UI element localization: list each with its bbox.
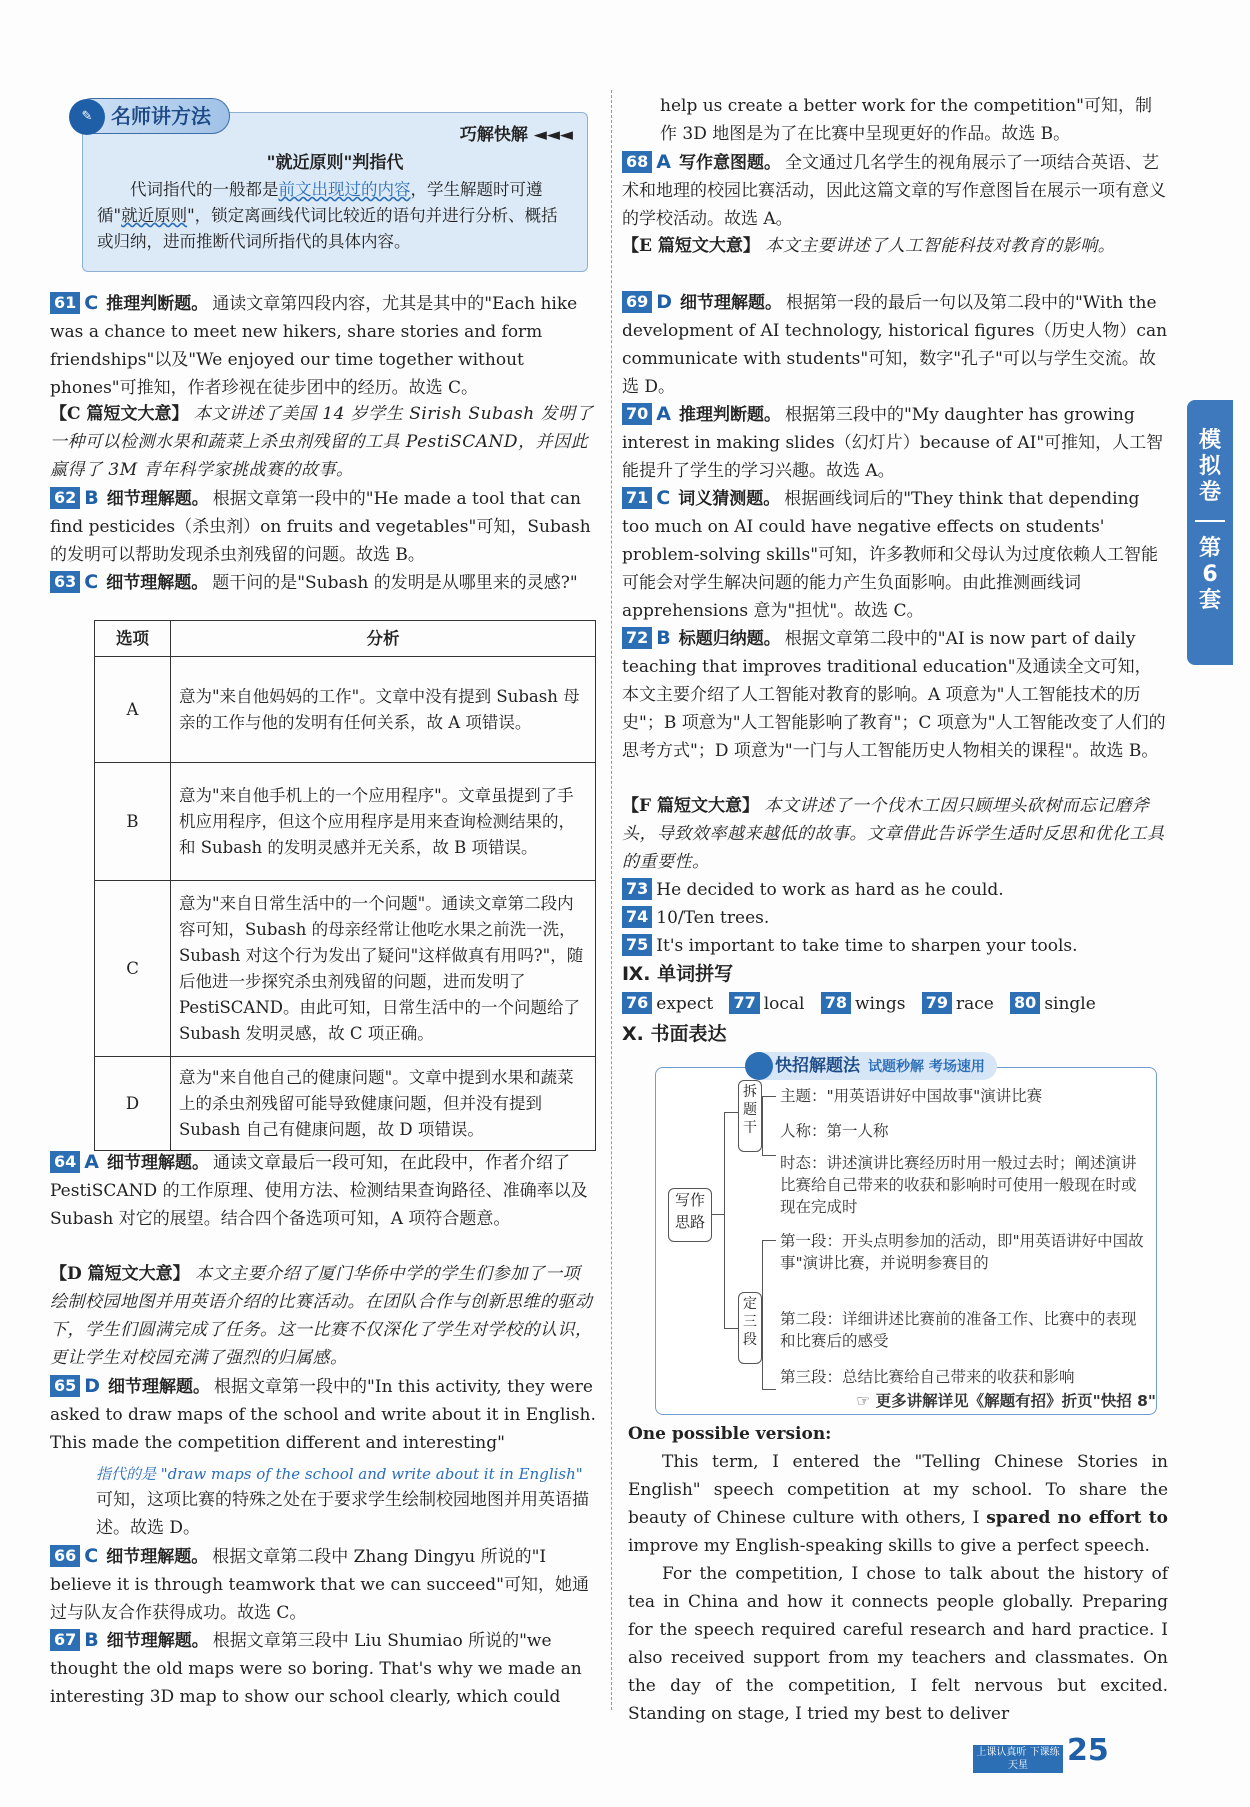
answer-66: 66 C 细节理解题。 根据文章第二段中 Zhang Dingyu 所说的"I believe it is through teamwork that we can succeed"可知，她通过与队友合作获得成功。故选 C。 [50, 1545, 589, 1623]
summary-d: 【D 篇短文大意】 本文主要介绍了厦门华侨中学的学生们参加了一项绘制校园地图并用英语介绍的比赛活动。在团队合作与创新思维的驱动下，学生们圆满完成了任务。这一比赛不仅深化了学生对学校的认识，更让学生对校园充满了强烈的归属感。 [50, 1264, 593, 1368]
summary-f: 【F 篇短文大意】 本文讲述了一个伐木工因只顾埋头砍树而忘记磨斧头，导致效率越来越低的故事。文章借此告诉学生适时反思和优化工具的重要性。 [622, 796, 1165, 872]
connector [762, 1096, 776, 1156]
options-analysis-table [94, 620, 596, 1151]
mindmap-tense: 时态：讲述演讲比赛经历时用一般过去时；阐述演讲比赛给自己带来的收获和影响时可使用一般现在时或现在完成时 [780, 1154, 1137, 1216]
side-tab-separator [1195, 520, 1225, 522]
method-tip-tab: ✎ 名师讲方法 [74, 98, 230, 134]
section-10-title: Ⅹ. 书面表达 [622, 1023, 727, 1045]
answer-68: 68 A 写作意图题。 全文通过几名学生的视角展示了一项结合英语、艺术和地理的校园比赛活动，因此这篇文章的写作意图旨在展示一项有意义的学校活动。故选 A。 [622, 151, 1166, 229]
section-9-title: Ⅸ. 单词拼写 [622, 963, 734, 985]
teacher-icon: ✎ [69, 99, 105, 135]
fast-method-tab: 快招解题法 试题秒解 考场速用 [745, 1052, 997, 1080]
answer-69: 69 D 细节理解题。 根据第一段的最后一句以及第二段中的"With the development of AI technology, historical figures（历史人物）can communicate with students"可知，数字"孔子"可以与学生交流。故选 D。 [622, 291, 1168, 397]
answer-70: 70 A 推理判断题。 根据第三段中的"My daughter has growing interest in making slides（幻灯片）because of AI"可推知，人工智能提升了学生的学习兴趣。故选 A。 [622, 403, 1164, 481]
table-header-row [95, 621, 596, 657]
answer-61: 61 C 推理判断题。 通读文章第四段内容，尤其是其中的"Each hike was a chance to meet new hikers, share stories and form friendships"以及"We enjoyed our time together without phones"可推知，作者珍视在徒步团中的经历。故选 C。 [50, 292, 578, 398]
method-tip-box [82, 112, 588, 272]
mindmap-para-1: 第一段：开头点明参加的活动，即"用英语讲好中国故事"演讲比赛，并说明参赛目的 [780, 1232, 1144, 1272]
word-spelling-answers [622, 990, 1168, 1018]
more-explanation-note: ☞ 更多讲解详见《解题有招》折页"快招 8" [856, 1392, 1156, 1410]
table-cell-analysis: 意为"来自日常生活中的一个问题"。通读文章第二段内容可知，Subash 的母亲经常让他吃水果之前洗一洗，Subash 对这个行为发出了疑问"这样做真有用吗?"，随后他进一步探究杀虫剂残留的问题，进而发明了 PestiSCAND。由此可知，日常生活中的一个问题给了 Subash 发明灵感，故 C 项正确。 [171, 881, 596, 1057]
table-cell-analysis: 意为"来自他手机上的一个应用程序"。文章虽提到了手机应用程序，但这个应用程序是用来查询检测结果的，和 Subash 的发明灵感并无关系，故 B 项错误。 [171, 763, 596, 881]
table-cell-option: D [95, 1057, 171, 1151]
mindmap-para-3: 第三段：总结比赛给自己带来的收获和影响 [780, 1368, 1075, 1386]
essay-heading: One possible version: [628, 1424, 832, 1444]
answer-65: 65 D 细节理解题。 根据文章第一段中的"In this activity, they were asked to draw maps of the school and write about it in English. This made the competition different and interesting" [50, 1375, 596, 1453]
word-item: 78 wings [821, 994, 906, 1014]
essay-paragraph-2: For the competition, I chose to talk about the history of tea in China and how it connects people globally. Preparing for the speech required careful research and hard practice. I also received support from my teachers and classmates. On the day of the competition, I felt nervous but excited. Standing on stage, I tried my best to deliver [628, 1564, 1168, 1724]
word-item: 79 race [922, 994, 994, 1014]
table-cell-option: A [95, 657, 171, 763]
table-header-analysis: 分析 [171, 621, 596, 657]
answer-75: 75 It's important to take time to sharpen your tools. [622, 932, 1168, 960]
answer-74: 74 10/Ten trees. [622, 904, 1168, 932]
word-item: 76 expect [622, 994, 713, 1014]
connector [724, 1112, 738, 1113]
column-divider [611, 90, 612, 1710]
page-number: 25 [1067, 1733, 1109, 1768]
mindmap-root: 写作思路 [668, 1188, 712, 1242]
table-row [95, 657, 596, 763]
table-header-option: 选项 [95, 621, 171, 657]
answer-73: 73 He decided to work as hard as he could. [622, 876, 1168, 904]
tip-body: 代词指代的一般都是前文出现过的内容，学生解题时可遵循"就近原则"，锁定离画线代词比较近的语句并进行分析、概括或归纳，进而推断代词所指代的具体内容。 [97, 180, 558, 251]
word-item: 77 local [729, 994, 804, 1014]
answer-67: 67 B 细节理解题。 根据文章第三段中 Liu Shumiao 所说的"we thought the old maps were so boring. That's why we made an interesting 3D map to show our school clearly, which could [50, 1629, 582, 1707]
mindmap-para-2: 第二段：详细讲述比赛前的准备工作、比赛中的表现和比赛后的感受 [780, 1310, 1137, 1350]
connector [762, 1240, 776, 1390]
mindmap-branch-analyze: 拆题干 [738, 1080, 762, 1152]
side-tab-label: 模拟卷 [1198, 428, 1221, 505]
answer-64: 64 A 细节理解题。 通读文章最后一段可知，在此段中，作者介绍了 PestiSCAND 的工作原理、使用方法、检测结果查询路径、准确率以及 Subash 对它的展望。结合四个备选项可知，A 项符合题意。 [50, 1151, 588, 1229]
table-row [95, 763, 596, 881]
table-row [95, 1057, 596, 1151]
word-item: 80 single [1010, 994, 1096, 1014]
hand-pointer-icon: ☞ [856, 1392, 871, 1410]
side-tab [1187, 400, 1233, 665]
answer-62: 62 B 细节理解题。 根据文章第一段中的"He made a tool that can find pesticides（杀虫剂）on fruits and vegetables"可知，Subash 的发明可以帮助发现杀虫剂残留的问题。故选 B。 [50, 487, 591, 565]
answer-71: 71 C 词义猜测题。 根据画线词后的"They think that depending too much on AI could have negative effects on students' problem-solving skills"可知，许多教师和父母认为过度依赖人工智能可能会对学生解决问题的能力产生负面影响。由此推测画线词 apprehensions 意为"担忧"。故选 C。 [622, 487, 1159, 621]
connector [724, 1328, 738, 1329]
lightning-icon [745, 1052, 773, 1080]
table-row [95, 881, 596, 1057]
answer-63: 63 C 细节理解题。 题干问的是"Subash 的发明是从哪里来的灵感?" [50, 568, 596, 597]
table-cell-analysis: 意为"来自他自己的健康问题"。文章中提到水果和蔬菜上的杀虫剂残留可能导致健康问题，但并没有提到 Subash 自己有健康问题，故 D 项错误。 [171, 1057, 596, 1151]
table-cell-analysis: 意为"来自他妈妈的工作"。文章中没有提到 Subash 母亲的工作与他的发明有任何关系，故 A 项错误。 [171, 657, 596, 763]
mindmap-person: 人称：第一人称 [780, 1122, 889, 1140]
reference-note: 指代的是 "draw maps of the school and write about it in English" [96, 1465, 583, 1483]
mindmap-branch-paragraphs: 定三段 [738, 1292, 762, 1364]
tip-title: "就近原则"判指代 [266, 153, 404, 173]
footer-slogan: 上课认真听 下课练天星 [973, 1745, 1063, 1773]
essay-paragraph-1: This term, I entered the "Telling Chinese Stories in English" speech competition at my school. To share the beauty of Chinese culture with others, I spared no effort to improve my English-speaking skills to give a perfect speech. [628, 1452, 1168, 1556]
mindmap-topic: 主题："用英语讲好中国故事"演讲比赛 [780, 1087, 1043, 1105]
tip-quick-label: 巧解快解 ◄◄◄ [459, 125, 573, 145]
table-cell-option: B [95, 763, 171, 881]
summary-c: 【C 篇短文大意】 本文讲述了美国 14 岁学生 Sirish Subash 发明了一种可以检测水果和蔬菜上杀虫剂残留的工具 PestiSCAND，并因此赢得了 3M 青年科学家挑战赛的故事。 [50, 404, 594, 480]
answer-65-tail: 可知，这项比赛的特殊之处在于要求学生绘制校园地图并用英语描述。故选 D。 [96, 1490, 589, 1538]
connector [712, 1214, 724, 1215]
table-cell-option: C [95, 881, 171, 1057]
answer-67-tail: help us create a better work for the competition"可知，制作 3D 地图是为了在比赛中呈现更好的作品。故选 B。 [660, 96, 1152, 144]
connector [724, 1112, 725, 1328]
side-tab-set: 第6套 [1198, 536, 1221, 613]
answer-72: 72 B 标题归纳题。 根据文章第二段中的"AI is now part of daily teaching that improves traditional education"及通读全文可知，本文主要介绍了人工智能对教育的影响。A 项意为"人工智能技术的历史"；B 项意为"人工智能影响了教育"；C 项意为"人工智能改变了人们的思考方式"；D 项意为"一门与人工智能历史人物相关的课程"。故选 B。 [622, 627, 1166, 761]
summary-e: 【E 篇短文大意】 本文主要讲述了人工智能科技对教育的影响。 [622, 236, 1116, 256]
